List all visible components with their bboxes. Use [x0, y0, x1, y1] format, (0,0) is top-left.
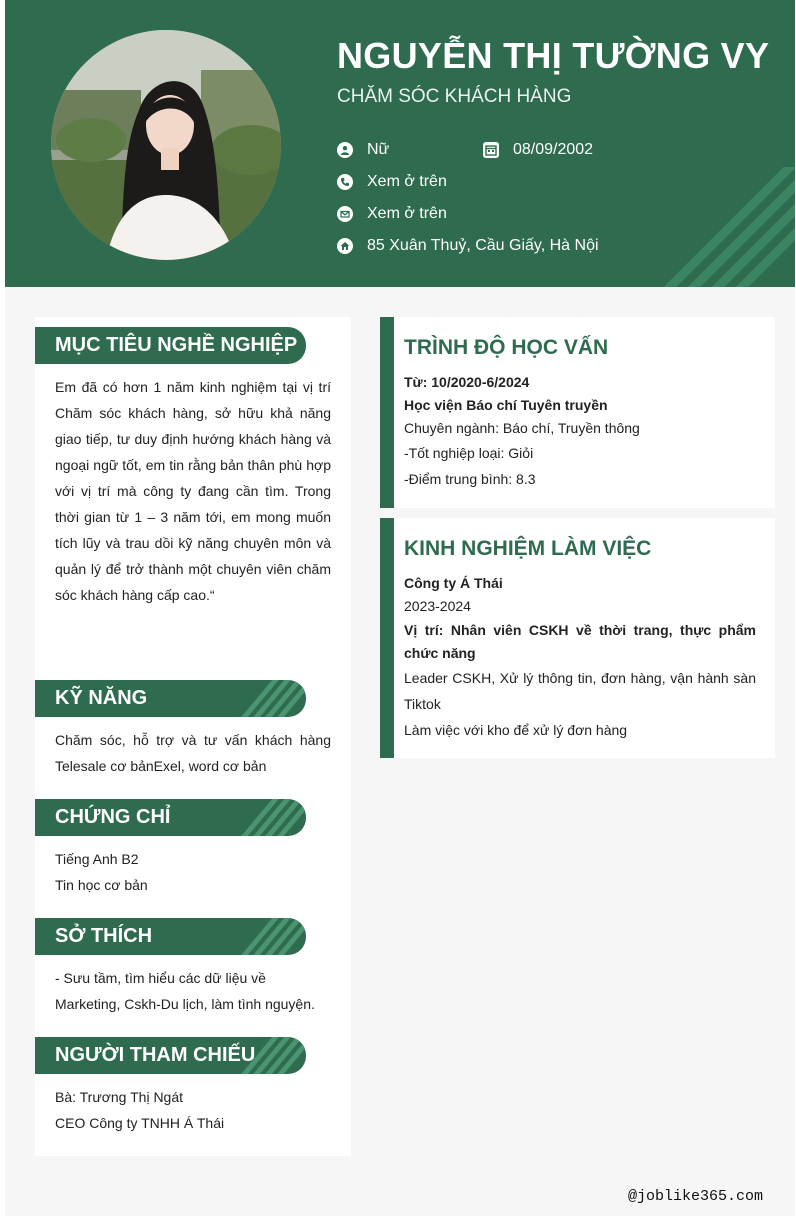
candidate-job-title: CHĂM SÓC KHÁCH HÀNG: [337, 86, 572, 107]
objective-text: Em đã có hơn 1 năm kinh nghiệm tại vị trí Chăm sóc khách hàng, sở hữu khả năng giao tiếp, tư duy định hướng khách hàng và ngoại ngữ tốt, em tin rằng bản thân phù hợp với vị trí mà công ty đang cần tìm. Trong thời gian từ 1 – 3 năm tới, em mong muốn tích lũy và trau dồi kỹ năng chuyên môn và quản lý để trở thành một chuyên viên chăm sóc khách hàng cấp cao.“: [55, 379, 331, 603]
decorative-stripes: [665, 167, 795, 287]
list-item: CEO Công ty TNHH Á Thái: [55, 1115, 225, 1131]
references-list: [55, 1084, 331, 1136]
skills-heading: KỸ NĂNG: [55, 687, 148, 709]
phone-info: [337, 173, 447, 191]
hobbies-text: - Sưu tầm, tìm hiểu các dữ liệu về Marketing, Cskh-Du lịch, làm tình nguyện.: [55, 970, 315, 1012]
section-heading-skills: [35, 680, 306, 717]
education-heading: TRÌNH ĐỘ HỌC VẤN: [404, 336, 609, 359]
phone-text: Xem ở trên: [367, 173, 447, 190]
email-text: Xem ở trên: [367, 205, 447, 222]
user-icon: [337, 142, 353, 158]
decorative-stripes: [234, 680, 306, 717]
section-heading-objective: [35, 327, 306, 364]
email-info: [337, 205, 447, 223]
education-school: Học viện Báo chí Tuyên truyền: [404, 397, 608, 413]
education-card: [380, 317, 775, 508]
skills-text: Chăm sóc, hỗ trợ và tư vấn khách hàng Telesale cơ bảnExel, word cơ bản: [55, 732, 331, 774]
list-item: Bà: Trương Thị Ngát: [55, 1089, 184, 1105]
footer-site: @joblike365.com: [627, 1188, 763, 1205]
email-icon: [337, 206, 353, 222]
certificates-list: [55, 846, 331, 898]
home-icon: [337, 238, 353, 254]
left-column: [35, 317, 351, 1156]
gender-text: Nữ: [367, 141, 390, 158]
list-item: Tiếng Anh B2: [55, 851, 139, 867]
decorative-stripes: [234, 918, 306, 955]
experience-period: 2023-2024: [404, 598, 471, 614]
cv-page: [5, 0, 795, 1216]
experience-duty: Leader CSKH, Xử lý thông tin, đơn hàng, vận hành sàn Tiktok: [404, 670, 756, 712]
hobbies-heading: SỞ THÍCH: [55, 925, 153, 947]
dob-text: 08/09/2002: [513, 141, 594, 158]
experience-card: [380, 518, 775, 758]
phone-icon: [337, 174, 353, 190]
decorative-stripes: [234, 1037, 306, 1074]
certificates-heading: CHỨNG CHỈ: [55, 806, 171, 828]
objective-heading: MỤC TIÊU NGHỀ NGHIỆP: [55, 334, 298, 356]
candidate-name: NGUYỄN THỊ TƯỜNG VY: [337, 35, 770, 76]
references-heading: NGƯỜI THAM CHIẾU: [55, 1044, 256, 1066]
experience-company: Công ty Á Thái: [404, 575, 503, 591]
education-period: Từ: 10/2020-6/2024: [404, 374, 530, 390]
calendar-icon: [483, 142, 499, 158]
dob-info: [483, 141, 593, 159]
experience-heading: KINH NGHIỆM LÀM VIỆC: [404, 537, 652, 560]
address-text: 85 Xuân Thuỷ, Cầu Giấy, Hà Nội: [367, 237, 599, 254]
list-item: Tin học cơ bản: [55, 877, 148, 893]
decorative-stripes: [234, 799, 306, 836]
experience-duty: Làm việc với kho để xử lý đơn hàng: [404, 722, 628, 738]
education-major: Chuyên ngành: Báo chí, Truyền thông: [404, 420, 640, 436]
section-heading-references: [35, 1037, 306, 1074]
profile-photo: [51, 30, 281, 260]
cv-header: [5, 0, 795, 287]
section-heading-hobbies: [35, 918, 306, 955]
education-gpa: -Điểm trung bình: 8.3: [404, 471, 536, 487]
section-heading-certificates: [35, 799, 306, 836]
gender-info: [337, 141, 389, 159]
experience-position: Vị trí: Nhân viên CSKH về thời trang, thực phẩm chức năng: [404, 622, 756, 661]
address-info: [337, 237, 599, 255]
education-grade: -Tốt nghiệp loại: Giỏi: [404, 445, 534, 461]
